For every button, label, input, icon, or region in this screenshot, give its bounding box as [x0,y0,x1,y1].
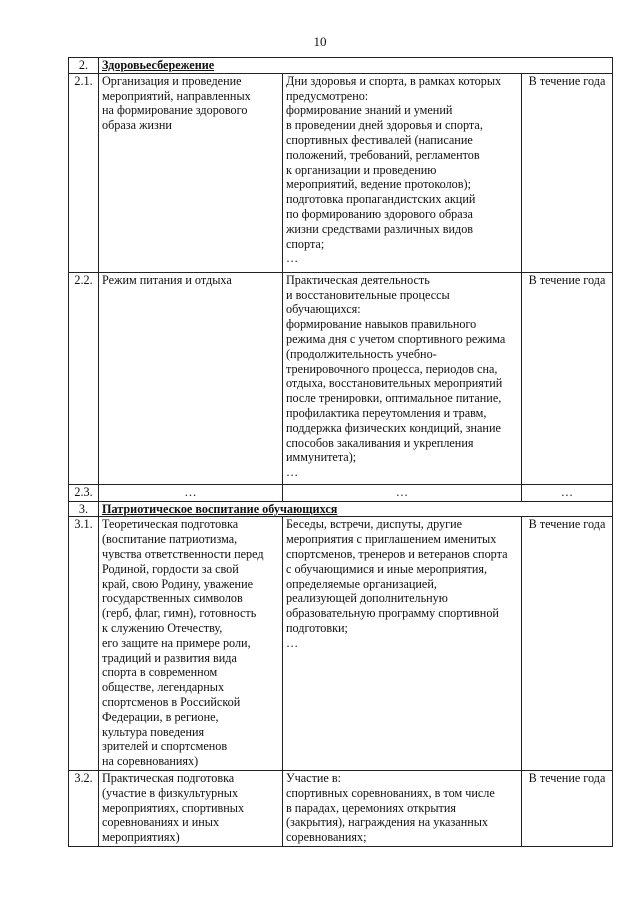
activity-name-line: государственных символов [102,591,243,606]
activity-description-line: Беседы, встречи, диспуты, другие [286,517,463,532]
activity-description-line: (закрытия), награждения на указанных [286,815,489,830]
activity-description-line: … [286,251,299,266]
activity-description-line: отдыха, восстановительных мероприятий [286,376,503,391]
section-row [69,501,613,517]
activity-description-line: по формированию здорового образа [286,206,473,221]
activity-timing: В течение года [522,770,613,846]
ellipsis-cell: … [99,484,283,501]
row-number: 3.1. [69,517,99,771]
activity-name-line: (участие в физкультурных [102,785,239,800]
activity-description-line: профилактика переутомления и травм, [286,405,487,420]
activity-description-line: формирование навыков правильного [286,317,477,332]
activity-name-line: Практическая подготовка [102,770,235,785]
activity-description-line: Участие в: [286,770,342,785]
activity-description-cell [283,73,522,272]
table-row [69,484,613,501]
activity-name-line: мероприятиях) [102,830,180,845]
activity-name-line: к служению Отечеству, [102,620,223,635]
activity-name-line: (воспитание патриотизма, [102,532,238,547]
ellipsis-cell: … [283,484,522,501]
activity-description-line: положений, требований, регламентов [286,147,480,162]
activity-name-line: край, свою Родину, уважение [102,576,254,591]
activity-description-line: спортивных фестивалей (написание [286,132,473,147]
row-number: 3. [69,501,99,517]
activity-description-line: мероприятия с приглашением именитых [286,532,497,547]
activity-description-line: (продолжительность учебно- [286,346,437,361]
activity-name-line: Федерации, в регионе, [102,709,219,724]
activity-name-line: (герб, флаг, гимн), готовность [102,606,257,621]
section-title-cell [99,58,613,74]
activity-description-line: спорта; [286,236,325,251]
row-number: 2. [69,58,99,74]
activity-name-line: его защите на примере роли, [102,635,251,650]
activity-name-line: на соревнованиях) [102,754,199,769]
activity-name-line: зрителей и спортсменов [102,739,228,754]
plan-table [68,57,613,847]
table-row [69,73,613,272]
activity-description-line: способов закаливания и укрепления [286,435,474,450]
activity-name-line: образа жизни [102,118,172,133]
row-number: 2.1. [69,73,99,272]
activity-description-line: мероприятий, ведение протоколов); [286,177,471,192]
activity-description-cell [283,770,522,846]
activity-description-line: образовательную программу спортивной [286,606,499,621]
activity-name-cell [99,517,283,771]
activity-description-line: к организации и проведению [286,162,437,177]
activity-description-line: … [286,465,299,480]
section-title-cell [99,501,613,517]
activity-name-line: обществе, легендарных [102,680,225,695]
activity-description-line: Практическая деятельность [286,272,430,287]
activity-name-line: соревнованиях и иных [102,815,220,830]
activity-description-line: режима дня с учетом спортивного режима [286,331,506,346]
activity-description-line: жизни средствами различных видов [286,221,474,236]
activity-description-line: Дни здоровья и спорта, в рамках которых [286,73,502,88]
activity-description-line: определяемые организацией, [286,576,437,591]
activity-description-line: реализующей дополнительную [286,591,448,606]
table-row [69,770,613,846]
activity-name-line: Организация и проведение [102,73,242,88]
page-number: 10 [313,34,327,49]
section-title: Здоровьесбережение [102,58,215,72]
row-number: 2.2. [69,272,99,484]
table-row [69,272,613,484]
activity-description-cell [283,272,522,484]
activity-description-line: в проведении дней здоровья и спорта, [286,118,483,133]
section-row [69,58,613,74]
activity-timing: В течение года [522,517,613,771]
activity-name-line: традиций и развития вида [102,650,237,665]
activity-name-line: спорта в современном [102,665,218,680]
section-title: Патриотическое воспитание обучающихся [102,501,338,516]
activity-description-line: поддержка физических кондиций, знание [286,420,501,435]
activity-description-line: иммунитета); [286,450,357,465]
activity-name-line: чувства ответственности перед [102,546,264,561]
activity-description-line: предусмотрено: [286,88,369,103]
activity-description-line: тренировочного процесса, периодов сна, [286,361,498,376]
activity-name-line: спортсменов в Российской [102,694,241,709]
activity-timing: В течение года [522,73,613,272]
activity-description-line: обучающихся: [286,302,361,317]
activity-description-line: спортивных соревнованиях, в том числе [286,785,495,800]
activity-name-line: культура поведения [102,724,205,739]
activity-name-cell [99,272,283,484]
ellipsis-cell: … [522,484,613,501]
activity-description-line: и восстановительные процессы [286,287,450,302]
activity-description-cell [283,517,522,771]
activity-description-line: … [286,635,299,650]
activity-description-line: спортсменов, тренеров и ветеранов спорта [286,546,508,561]
activity-description-line: формирование знаний и умений [286,103,453,118]
activity-name-line: Режим питания и отдыха [102,272,232,287]
row-number: 2.3. [69,484,99,501]
activity-name-cell [99,770,283,846]
activity-description-line: подготовка пропагандистских акций [286,192,476,207]
plan-table-body [69,58,613,847]
activity-timing: В течение года [522,272,613,484]
activity-description-line: соревнованиях; [286,830,367,845]
activity-name-cell [99,73,283,272]
activity-name-line: Родиной, гордости за свой [102,561,239,576]
activity-description-line: после тренировки, оптимальное питание, [286,391,502,406]
activity-name-line: мероприятиях, спортивных [102,800,245,815]
activity-description-line: подготовки; [286,620,348,635]
activity-name-line: на формирование здорового [102,103,248,118]
activity-description-line: с обучающимися и иные мероприятия, [286,561,488,576]
table-row [69,517,613,771]
activity-name-line: мероприятий, направленных [102,88,251,103]
activity-name-line: Теоретическая подготовка [102,517,239,532]
activity-description-line: в парадах, церемониях открытия [286,800,456,815]
row-number: 3.2. [69,770,99,846]
